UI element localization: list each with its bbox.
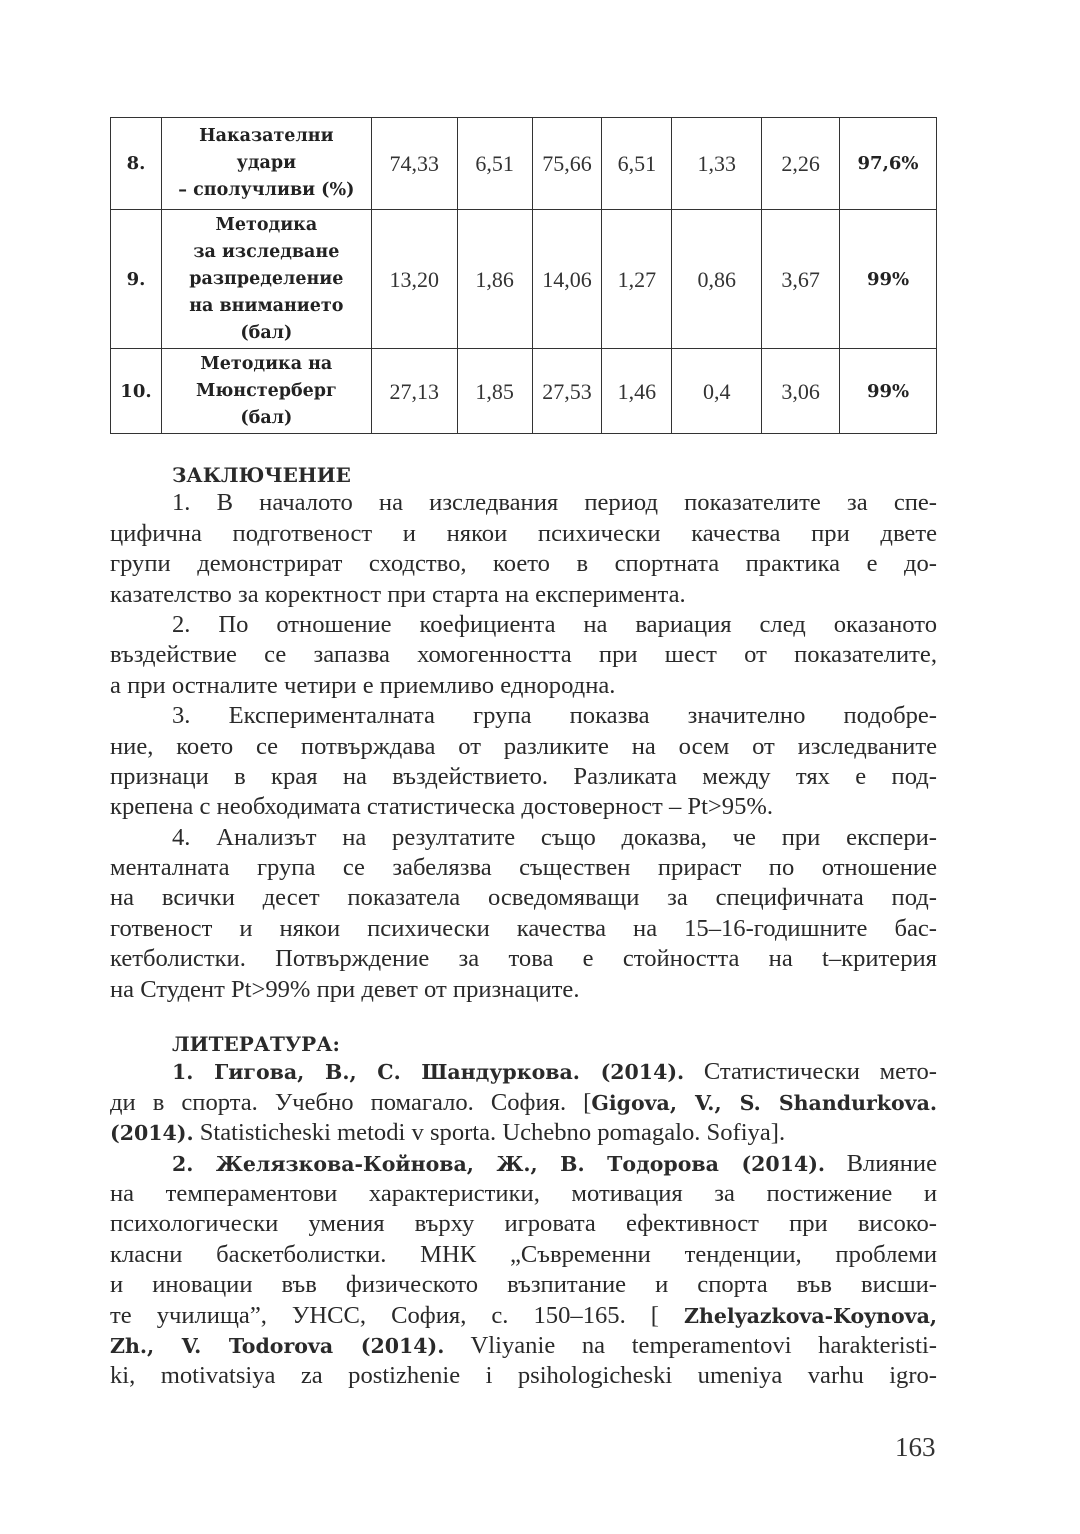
- text-line: [110, 1301, 937, 1331]
- indicator-name: [161, 210, 371, 349]
- text-line: [110, 1331, 937, 1361]
- indicator-name-line: разпределение: [189, 268, 344, 289]
- text: на всички десет показатела осведомяващи за специфичната под-: [110, 884, 937, 912]
- significance-cell: 99%: [840, 349, 937, 434]
- page-number: 163: [895, 1432, 936, 1462]
- value-cell: 3,06: [762, 349, 840, 434]
- indicator-name-line: – сполучливи (%): [178, 180, 355, 200]
- text-line: [110, 610, 937, 640]
- results-table: [110, 117, 937, 434]
- bold-text: (2014).: [110, 1121, 194, 1146]
- table-row: [111, 210, 937, 349]
- text: и иновации във физическото възпитание и спорта във висши-: [110, 1271, 937, 1299]
- table-row: [111, 118, 937, 210]
- indicator-name-line: удари: [236, 153, 297, 173]
- indicator-name-line: Наказателни: [199, 126, 334, 146]
- text: на Студент Pt>99% при девет от признаците.: [110, 975, 580, 1003]
- value-cell: 74,33: [371, 118, 457, 210]
- text: Statisticheski metodi v sporta. Uchebno pomagalo. Sofiya].: [193, 1119, 786, 1147]
- text: въздействие се запазва хомогенността при шест от показателите,: [110, 641, 937, 669]
- bold-text: Zh., V. Todorova (2014).: [110, 1333, 445, 1358]
- significance-cell: 97,6%: [840, 118, 937, 210]
- references-list: [110, 1057, 937, 1391]
- text: а при остналите четири е приемливо еднородна.: [110, 671, 616, 699]
- text: класни баскетболистки. МНК „Съвременни тенденции, проблеми: [110, 1240, 937, 1268]
- text: признаци в края на въздействието. Разликата между тях е под-: [110, 762, 937, 790]
- indicator-name: [161, 349, 371, 434]
- bold-text: 1. Гигова, В., С. Шандуркова. (2014).: [172, 1060, 685, 1085]
- text: групи демонстрират сходство, което в спортната практика е до-: [110, 550, 937, 578]
- text-line: [110, 1118, 937, 1148]
- text-line: [110, 1179, 937, 1209]
- conclusion-text: [110, 488, 937, 1005]
- text-line: [110, 883, 937, 913]
- text: Влияние: [825, 1149, 937, 1177]
- bold-text: Gigova, V., S. Shandurkova.: [591, 1090, 937, 1115]
- indicator-name: [161, 118, 371, 210]
- text-line: [110, 1240, 937, 1270]
- value-cell: 0,4: [672, 349, 762, 434]
- value-cell: 27,13: [371, 349, 457, 434]
- indicator-name-line: (бал): [240, 407, 293, 428]
- value-cell: 75,66: [532, 118, 602, 210]
- value-cell: 1,46: [602, 349, 672, 434]
- text-line: [110, 914, 937, 944]
- text: те училища”, УНСС, София, с. 150–165. [: [110, 1301, 685, 1329]
- text-line: [110, 1088, 937, 1118]
- text-line: [110, 944, 937, 974]
- text-line: [110, 640, 937, 670]
- text-line: [110, 732, 937, 762]
- indicator-name-line: Методика: [215, 214, 318, 235]
- text: менталната група се забелязва съществен прираст по отношение: [110, 854, 937, 882]
- value-cell: 27,53: [532, 349, 602, 434]
- text: 4. Анализът на резултатите също доказва, че при експери-: [172, 823, 937, 851]
- bold-text: 2. Желязкова-Койнова, Ж., В. Тодорова (2014).: [172, 1151, 826, 1176]
- table-row: [111, 349, 937, 434]
- text-line: [110, 580, 937, 610]
- value-cell: 6,51: [602, 118, 672, 210]
- text: психологически умения върху игровата ефективност при високо-: [110, 1210, 937, 1238]
- text-line: [110, 1057, 937, 1087]
- value-cell: 1,86: [457, 210, 532, 349]
- value-cell: 1,33: [672, 118, 762, 210]
- text-line: [110, 671, 937, 701]
- text: цифична подготвеност и някои психически качества при двете: [110, 519, 937, 547]
- indicator-name-line: Мюнстерберг: [195, 380, 337, 401]
- text: 3. Експерименталната група показва значително подобре-: [172, 702, 937, 730]
- text-line: [110, 519, 937, 549]
- row-number: 10.: [111, 349, 162, 434]
- text-line: [110, 1361, 937, 1391]
- references-heading: ЛИТЕРАТУРА:: [172, 1032, 340, 1057]
- value-cell: 13,20: [371, 210, 457, 349]
- page-body: [110, 458, 937, 1392]
- row-number: 8.: [111, 118, 162, 210]
- text: ди в спорта. Учебно помагало. София. [: [110, 1088, 592, 1116]
- text: кетболистки. Потвърждение за това е стойността на t–критерия: [110, 945, 937, 973]
- text: Статистически мето-: [684, 1058, 937, 1086]
- value-cell: 2,26: [762, 118, 840, 210]
- row-number: 9.: [111, 210, 162, 349]
- indicator-name-line: за изследване: [193, 241, 340, 262]
- value-cell: 1,85: [457, 349, 532, 434]
- text-line: [110, 975, 937, 1005]
- text-line: [110, 1270, 937, 1300]
- conclusion-heading: ЗАКЛЮЧЕНИЕ: [172, 463, 351, 487]
- text: ki, motivatsiya za postizhenie i psihologicheski umeniya varhu igro-: [110, 1362, 937, 1390]
- text-line: [110, 1209, 937, 1239]
- text-line: [110, 701, 937, 731]
- text: готвеност и някои психически качества на 15–16-годишните бас-: [110, 914, 937, 942]
- indicator-name-line: на вниманието: [189, 295, 344, 316]
- value-cell: 14,06: [532, 210, 602, 349]
- text: казателство за коректност при старта на експеримента.: [110, 580, 686, 608]
- value-cell: 0,86: [672, 210, 762, 349]
- text-line: [110, 488, 937, 518]
- value-cell: 6,51: [457, 118, 532, 210]
- text: Vliyanie na temperamentovi harakteristi-: [444, 1331, 937, 1359]
- text: на темпераментови характеристики, мотивация за постижение и: [110, 1179, 937, 1207]
- text-line: [110, 792, 937, 822]
- text: ние, което се потвърждава от разликите на осем от изследваните: [110, 732, 937, 760]
- indicator-name-line: Методика на: [200, 353, 333, 374]
- significance-cell: 99%: [840, 210, 937, 349]
- value-cell: 1,27: [602, 210, 672, 349]
- bold-text: Zhelyazkova-Koynova,: [684, 1303, 937, 1328]
- text: 1. В началото на изследвания период показателите за спе-: [172, 489, 937, 517]
- text-line: [110, 853, 937, 883]
- text-line: [110, 1149, 937, 1179]
- text: 2. По отношение коефициента на вариация след оказаното: [172, 610, 937, 638]
- text-line: [110, 762, 937, 792]
- text-line: [110, 823, 937, 853]
- value-cell: 3,67: [762, 210, 840, 349]
- indicator-name-line: (бал): [240, 322, 293, 343]
- text-line: [110, 549, 937, 579]
- text: крепена с необходимата статистическа достоверност – Pt>95%.: [110, 793, 773, 821]
